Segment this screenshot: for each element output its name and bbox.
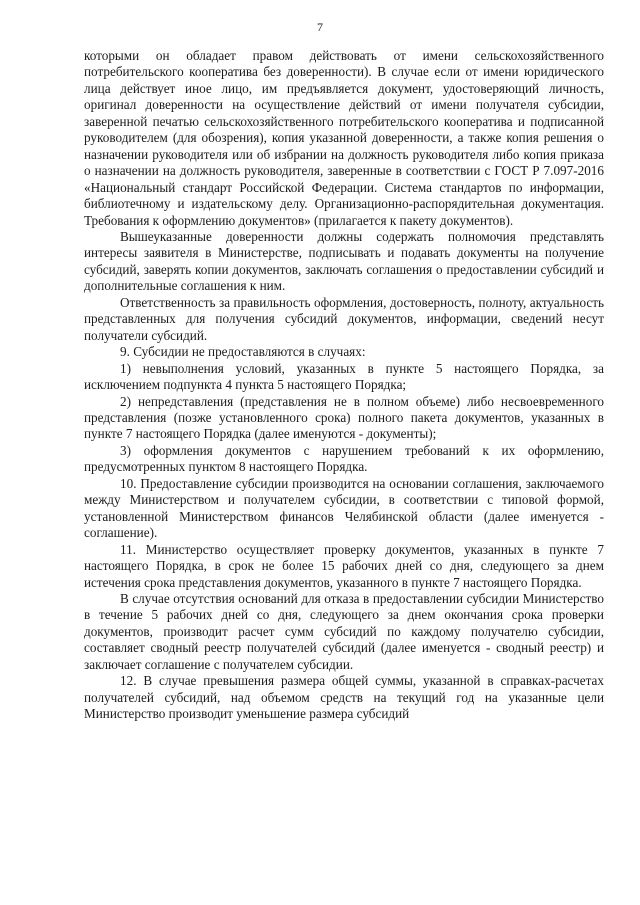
paragraph-item-11-continued: В случае отсутствия оснований для отказа в предоставлении субсидии Министерство в течение 5 рабочих дней со дня, следующего за днем окончания срока проверки документов, производит расчет сумм субсидий по каждому получателю субсидии, составляет сводный реестр получателей субсидий (далее именуется - сводный реестр) и заключает соглашение с получателем субсидии.: [84, 590, 604, 672]
paragraph-item-9-1: 1) невыполнения условий, указанных в пункте 5 настоящего Порядка, за исключением подпункта 4 пункта 5 настоящего Порядка;: [84, 360, 604, 393]
paragraph-powers-of-attorney: Вышеуказанные доверенности должны содержать полномочия представлять интересы заявителя в Министерстве, подписывать и подавать документы на получение субсидий, заверять копии документов, заключать соглашения о предоставлении субсидий и дополнительные соглашения к ним.: [84, 228, 604, 294]
paragraph-responsibility: Ответственность за правильность оформления, достоверность, полноту, актуальность представленных для получения субсидий документов, информации, сведений несут получатели субсидий.: [84, 294, 604, 343]
paragraph-item-12: 12. В случае превышения размера общей суммы, указанной в справках-расчетах получателей субсидий, над объемом средств на текущий год на указанные цели Министерство производит уменьшение размера субсидий: [84, 673, 604, 722]
paragraph-item-11: 11. Министерство осуществляет проверку документов, указанных в пункте 7 настоящего Порядка, в срок не более 15 рабочих дней со дня, следующего за днем истечения срока представления документов, указанного в пункте 7 настоящего Порядка.: [84, 541, 604, 590]
page-number: 7: [317, 20, 323, 34]
paragraph-continuation: которыми он обладает правом действовать от имени сельскохозяйственного потребительского кооператива без доверенности). В случае если от имени юридического лица действует иное лицо, им предъявляется документ, удостоверяющий личность, оригинал доверенности на осуществление действий от имени получателя субсидии, заверенной печатью сельскохозяйственного потребительского кооператива и подписанной руководителем (для обозрения), копия указанной доверенности, а также копия решения о назначении руководителя или об избрании на должность руководителя либо копия приказа о назначении на должность руководителя, заверенные в соответствии с ГОСТ Р 7.097-2016 «Национальный стандарт Российской Федерации. Система стандартов по информации, библиотечному и издательскому делу. Организационно-распорядительная документация. Требования к оформлению документов» (прилагается к пакету документов).: [84, 48, 604, 228]
paragraph-item-9-2: 2) непредставления (представления не в полном объеме) либо несвоевременного представления (позже установленного срока) полного пакета документов, указанных в пункте 7 настоящего Порядка (далее именуются - документы);: [84, 393, 604, 442]
paragraph-item-10: 10. Предоставление субсидии производится на основании соглашения, заключаемого между Министерством и получателем субсидии, в соответствии с типовой формой, установленной Министерством финансов Челябинской области (далее именуется - соглашение).: [84, 475, 604, 541]
document-body: [84, 48, 604, 723]
paragraph-item-9: 9. Субсидии не предоставляются в случаях:: [120, 344, 366, 360]
paragraph-item-9-3: 3) оформления документов с нарушением требований к их оформлению, предусмотренных пунктом 8 настоящего Порядка.: [84, 442, 604, 475]
